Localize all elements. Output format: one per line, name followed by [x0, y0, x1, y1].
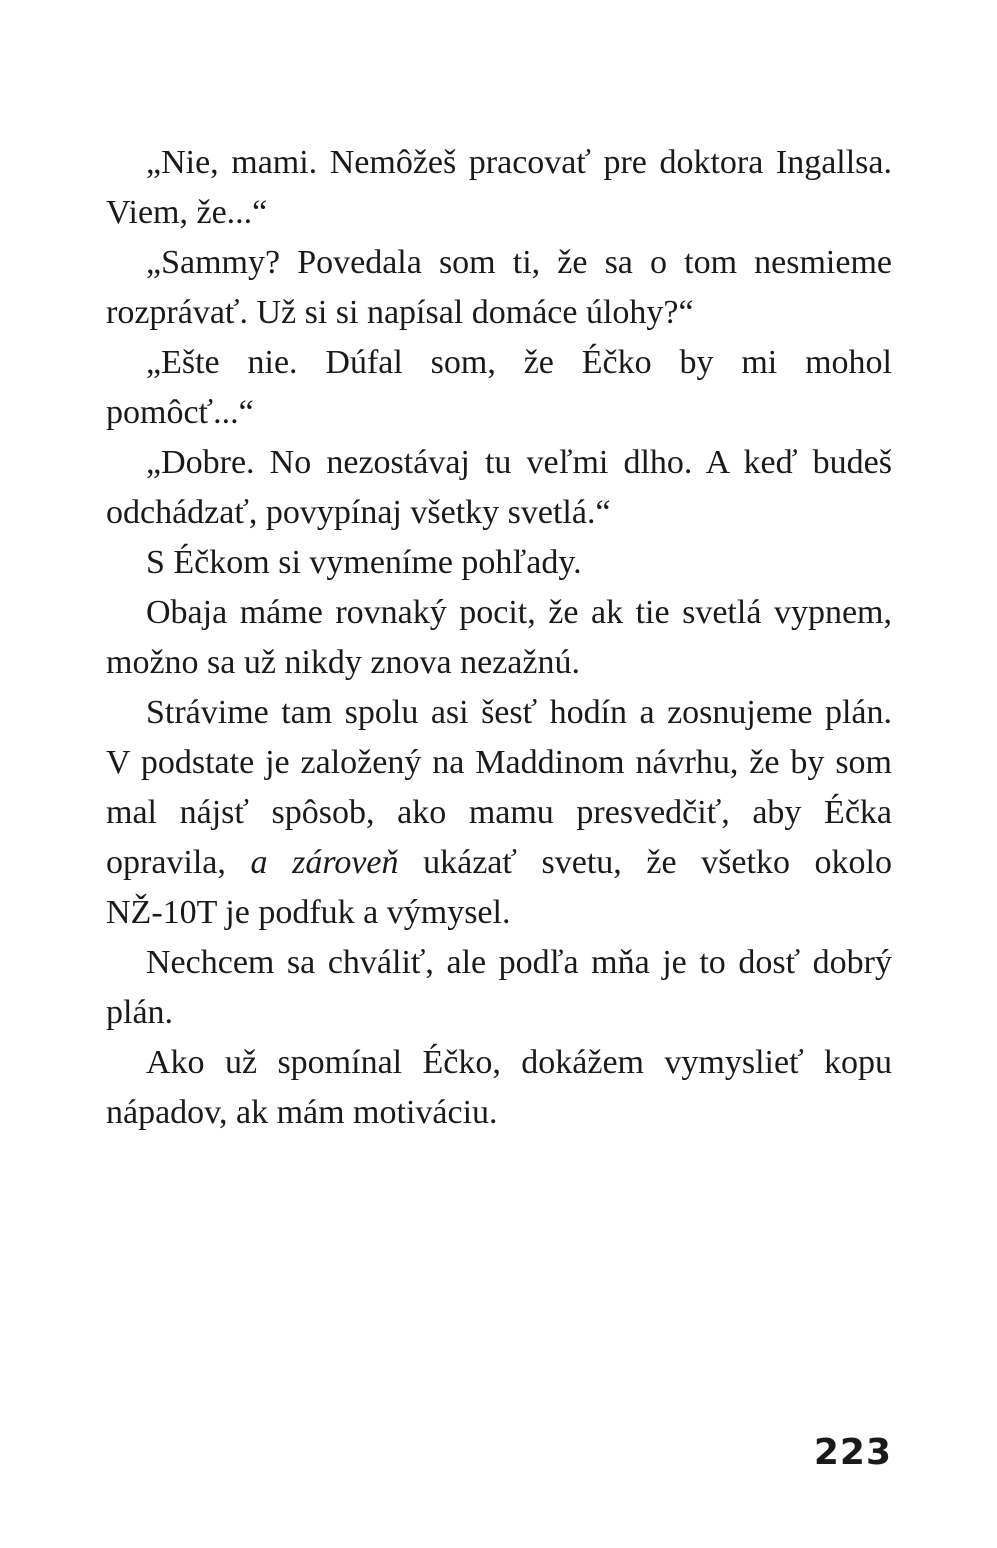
paragraph: „Nie, mami. Nemôžeš pracovať pre doktora Ingallsa. Viem, že...“ [106, 144, 892, 231]
page-number: 223 [813, 1432, 892, 1473]
plan-paragraph [106, 688, 892, 938]
paragraph: „Sammy? Povedala som ti, že sa o tom nesmieme rozprávať. Už si si napísal domáce úlohy?“ [106, 244, 892, 331]
paragraph: Nechcem sa chváliť, ale podľa mňa je to dosť dobrý plán. [106, 944, 892, 1031]
plan-text-before: Strávime tam spolu asi šesť hodín a zosnujeme plán. V podstate je založený na Maddinom návrhu, že by som mal nájsť spôsob, ako mamu presvedčiť, aby Éčka opravila, [106, 694, 892, 881]
page-text [106, 138, 892, 1138]
plan-text-after: ukázať svetu, že všetko okolo NŽ-10T je podfuk a výmysel. [106, 844, 893, 931]
paragraph: „Dobre. No nezostávaj tu veľmi dlho. A keď budeš odchádzať, povypínaj všetky svetlá.“ [106, 444, 892, 531]
plan-emphasis: a zároveň [250, 844, 399, 881]
paragraph: S Éčkom si vymeníme pohľady. [146, 544, 582, 581]
paragraph: Obaja máme rovnaký pocit, že ak tie svetlá vypnem, možno sa už nikdy znova nezažnú. [106, 594, 892, 681]
paragraph: „Ešte nie. Dúfal som, že Éčko by mi mohol pomôcť...“ [106, 344, 892, 431]
paragraph: Ako už spomínal Éčko, dokážem vymyslieť kopu nápadov, ak mám motiváciu. [106, 1044, 892, 1131]
